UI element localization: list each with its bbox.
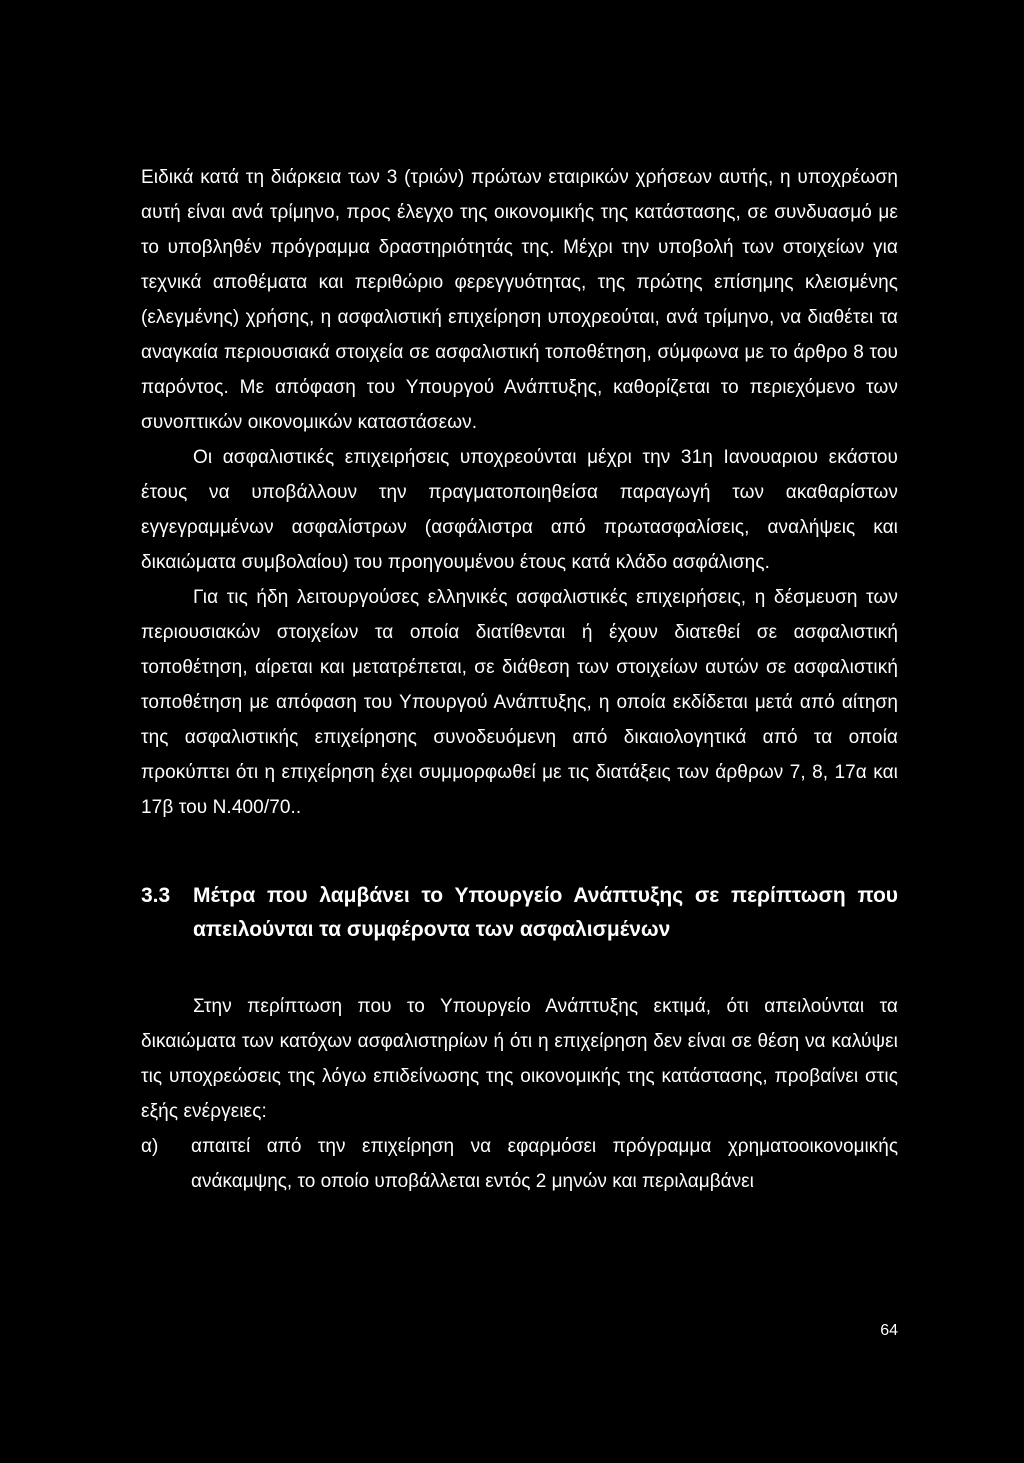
list-item-marker: α) xyxy=(141,1136,159,1157)
list-item-text: απαιτεί από την επιχείρηση να εφαρμόσει πρόγραμμα χρηματοοικονομικής ανάκαμψης, το οποίο υποβάλλεται εντός 2 μηνών και περιλαμβάνει xyxy=(191,1136,898,1192)
list-item xyxy=(141,1129,898,1199)
page-content xyxy=(141,160,898,1199)
section-intro-paragraph: Στην περίπτωση που το Υπουργείο Ανάπτυξης εκτιμά, ότι απειλούνται τα δικαιώματα των κατόχων ασφαλιστηρίων ή ότι η επιχείρηση δεν είναι σε θέση να καλύψει τις υποχρεώσεις της λόγω επιδείνωσης της οικονομικής της κατάστασης, προβαίνει στις εξής ενέργειες: xyxy=(141,996,898,1122)
section-title: Μέτρα που λαμβάνει το Υπουργείο Ανάπτυξης σε περίπτωση που απειλούνται τα συμφέροντα των ασφαλισμένων xyxy=(193,884,898,941)
section-heading xyxy=(141,879,898,947)
paragraph-2: Οι ασφαλιστικές επιχειρήσεις υποχρεούνται μέχρι την 31η Ιανουαριου εκάστου έτους να υποβάλλουν την πραγματοποιηθείσα παραγωγή των ακαθαρίστων εγγεγραμμένων ασφαλίστρων (ασφάλιστρα από πρωτασφαλίσεις, αναλήψεις και δικαιώματα συμβολαίου) του προηγουμένου έτους κατά κλάδο ασφάλισης. xyxy=(141,447,898,573)
paragraph-3: Για τις ήδη λειτουργούσες ελληνικές ασφαλιστικές επιχειρήσεις, η δέσμευση των περιουσιακών στοιχείων τα οποία διατίθενται ή έχουν διατεθεί σε ασφαλιστική τοποθέτηση, αίρεται και μετατρέπεται, σε διάθεση των στοιχείων αυτών σε ασφαλιστική τοποθέτηση με απόφαση του Υπουργού Ανάπτυξης, η οποία εκδίδεται μετά από αίτηση της ασφαλιστικής επιχείρησης συνοδευόμενη από δικαιολογητικά από τα οποία προκύπτει ότι η επιχείρηση έχει συμμορφωθεί με τις διατάξεις των άρθρων 7, 8, 17α και 17β του Ν.400/70.. xyxy=(141,587,898,818)
section-number: 3.3 xyxy=(141,884,171,907)
paragraph-1: Ειδικά κατά τη διάρκεια των 3 (τριών) πρώτων εταιρικών χρήσεων αυτής, η υποχρέωση αυτή είναι ανά τρίμηνο, προς έλεγχο της οικονομικής της κατάστασης, σε συνδυασμό με το υποβληθέν πρόγραμμα δραστηριότητάς της. Μέχρι την υποβολή των στοιχείων για τεχνικά αποθέματα και περιθώριο φερεγγυότητας, της πρώτης επίσημης κλεισμένης (ελεγμένης) χρήσης, η ασφαλιστική επιχείρηση υποχρεούται, ανά τρίμηνο, να διαθέτει τα αναγκαία περιουσιακά στοιχεία σε ασφαλιστική τοποθέτηση, σύμφωνα με το άρθρο 8 του παρόντος. Με απόφαση του Υπουργού Ανάπτυξης, καθορίζεται το περιεχόμενο των συνοπτικών οικονομικών καταστάσεων. xyxy=(141,167,898,433)
page-number: 64 xyxy=(880,1322,898,1339)
